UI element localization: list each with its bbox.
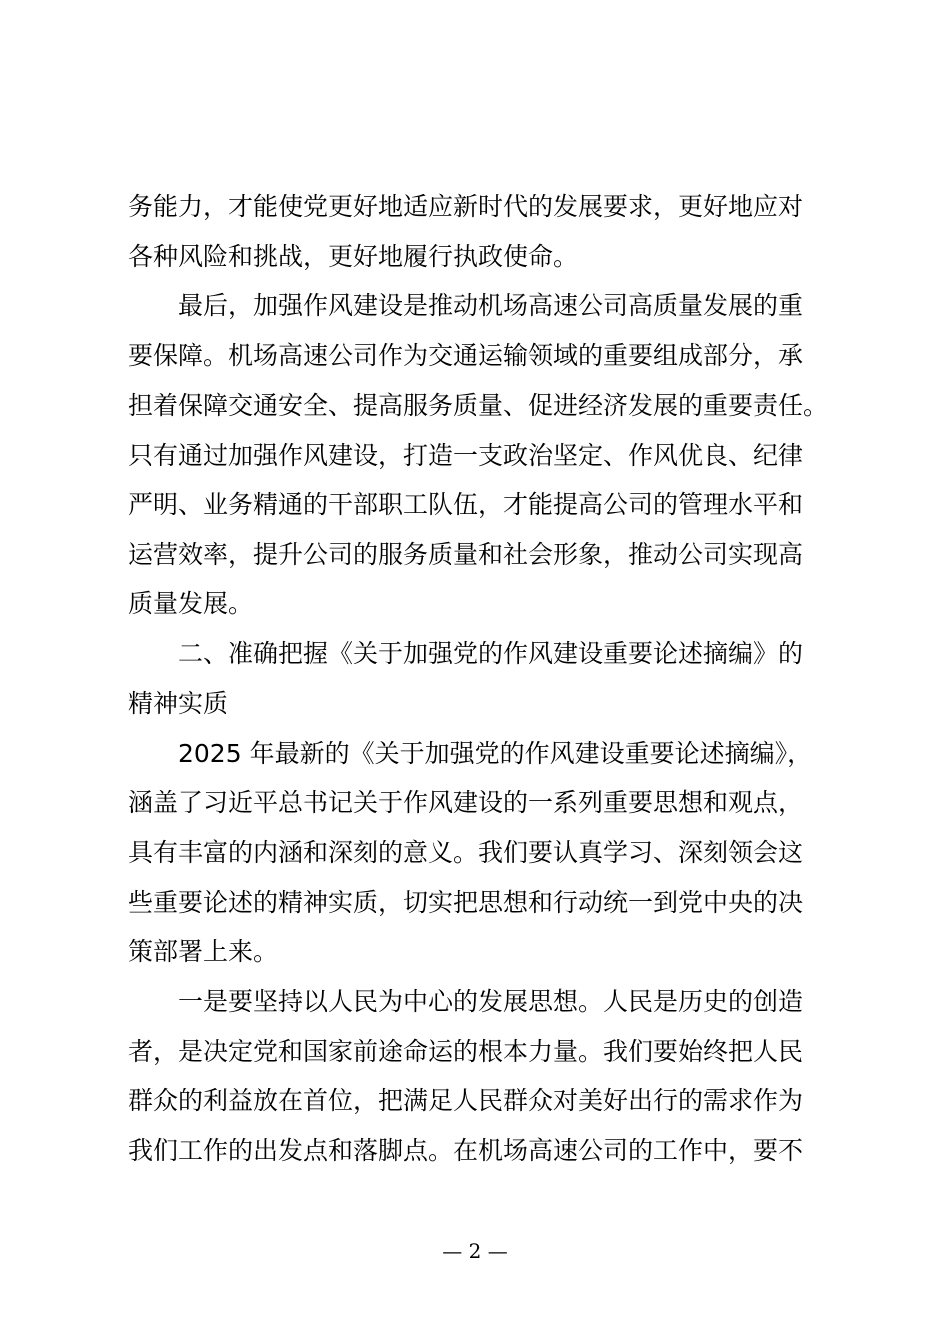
text-line: 者，是决定党和国家前途命运的根本力量。我们要始终把人民 bbox=[128, 1037, 804, 1066]
section-heading-line: 二、准确把握《关于加强党的作风建设重要论述摘编》的 bbox=[178, 639, 804, 668]
text-line: 各种风险和挑战，更好地履行执政使命。 bbox=[128, 242, 579, 271]
text-line: 担着保障交通安全、提高服务质量、促进经济发展的重要责任。 bbox=[128, 391, 829, 420]
text-line: 严明、业务精通的干部职工队伍，才能提高公司的管理水平和 bbox=[128, 490, 804, 519]
text-line: 务能力，才能使党更好地适应新时代的发展要求，更好地应对 bbox=[128, 192, 804, 221]
text-line: 群众的利益放在首位，把满足人民群众对美好出行的需求作为 bbox=[128, 1086, 804, 1115]
text-line: 具有丰富的内涵和深刻的意义。我们要认真学习、深刻领会这 bbox=[128, 838, 804, 867]
text-line: 质量发展。 bbox=[128, 589, 254, 618]
text-line: 运营效率，提升公司的服务质量和社会形象，推动公司实现高 bbox=[128, 540, 804, 569]
paragraph-start-line: 一是要坚持以人民为中心的发展思想。人民是历史的创造 bbox=[178, 987, 804, 1016]
text-line: 些重要论述的精神实质，切实把思想和行动统一到党中央的决 bbox=[128, 888, 804, 917]
paragraph-start-line: 2025 年最新的《关于加强党的作风建设重要论述摘编》， bbox=[178, 739, 813, 768]
section-heading-line: 精神实质 bbox=[128, 689, 229, 718]
text-line: 只有通过加强作风建设，打造一支政治坚定、作风优良、纪律 bbox=[128, 441, 804, 470]
page-number: — 2 — bbox=[442, 1239, 508, 1263]
text-line: 策部署上来。 bbox=[128, 937, 279, 966]
text-line: 我们工作的出发点和落脚点。在机场高速公司的工作中，要不 bbox=[128, 1136, 804, 1165]
text-line: 要保障。机场高速公司作为交通运输领域的重要组成部分，承 bbox=[128, 341, 804, 370]
text-line: 涵盖了习近平总书记关于作风建设的一系列重要思想和观点， bbox=[128, 788, 804, 817]
paragraph-start-line: 最后，加强作风建设是推动机场高速公司高质量发展的重 bbox=[178, 291, 804, 320]
